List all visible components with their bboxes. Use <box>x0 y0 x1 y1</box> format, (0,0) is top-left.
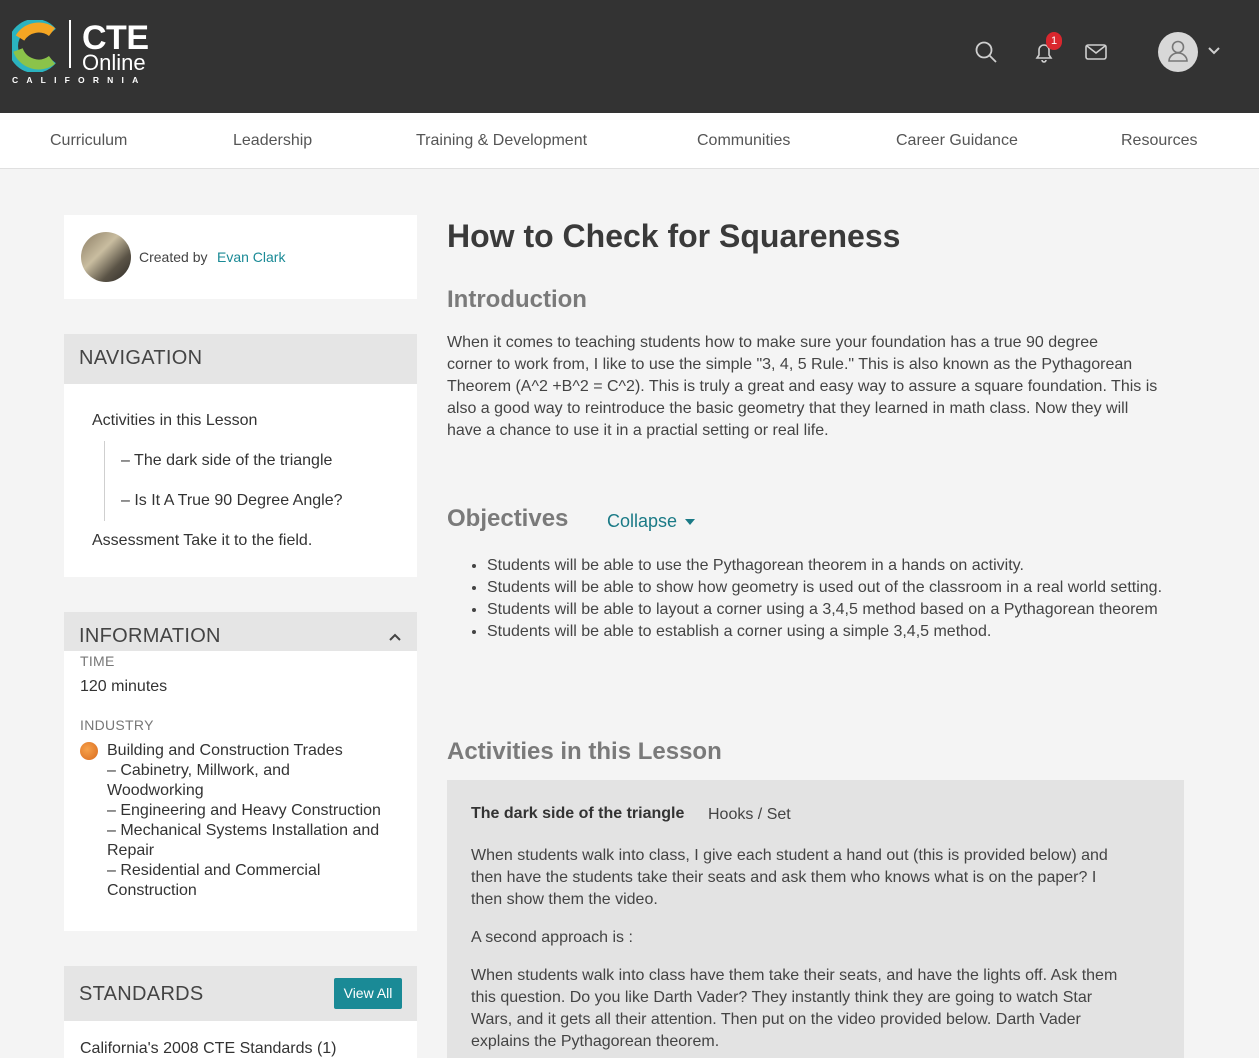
top-header <box>0 0 1259 113</box>
nav-link-activities[interactable]: Activities in this Lesson <box>92 412 258 429</box>
created-by-label: Created by <box>139 249 208 265</box>
information-title: INFORMATION <box>79 625 221 647</box>
search-icon[interactable] <box>974 40 998 64</box>
logo-c-icon <box>12 20 56 72</box>
information-card-header[interactable] <box>64 612 417 651</box>
chevron-up-icon[interactable] <box>388 632 402 642</box>
notification-badge: 1 <box>1046 32 1062 50</box>
creator-avatar[interactable] <box>81 232 131 282</box>
activity-line: then show them the video. <box>471 891 658 908</box>
industry-icon <box>80 742 98 760</box>
activity-line: When students walk into class have them take their seats, and have the lights off. Ask them <box>471 967 1118 984</box>
industry-line[interactable]: – Engineering and Heavy Construction <box>107 802 381 819</box>
collapse-toggle[interactable] <box>607 511 696 532</box>
intro-line: When it comes to teaching students how to make sure your foundation has a true 90 degree <box>447 334 1099 351</box>
activity-paragraph: A second approach is : <box>471 929 633 946</box>
logo-tagline: CALIFORNIA <box>12 75 147 85</box>
nav-link-assessment[interactable]: Assessment Take it to the field. <box>92 532 313 549</box>
mail-icon[interactable] <box>1084 40 1108 64</box>
industry-line[interactable]: Repair <box>107 842 155 859</box>
nav-subitem-rule <box>104 441 105 521</box>
nav-link-dark-side[interactable]: – The dark side of the triangle <box>121 452 333 469</box>
activity-line: this question. Do you like Darth Vader? They instantly think they are going to watch Star <box>471 989 1093 1006</box>
activity-line: then have the students take their seats and ask them who knows what is on the paper? I <box>471 869 1097 886</box>
activity-tag: Hooks / Set <box>708 806 791 823</box>
creator-name-link[interactable]: Evan Clark <box>217 249 286 265</box>
industry-line[interactable]: Woodworking <box>107 782 204 799</box>
logo-wordmark: CTE <box>82 19 149 57</box>
industry-label: INDUSTRY <box>80 717 154 733</box>
information-card <box>64 612 417 931</box>
user-icon <box>1158 32 1198 72</box>
chevron-down-icon[interactable] <box>1207 44 1221 58</box>
activity-paragraph <box>471 965 1161 1053</box>
activity-paragraph <box>471 845 1161 911</box>
intro-line: corner to work from, I like to use the simple "3, 4, 5 Rule." This is also known as the Pythagorean <box>447 356 1133 373</box>
intro-line: have a chance to use it in a practial setting or real life. <box>447 422 829 439</box>
activity-line: Wars, and it gets all their attention. Then put on the video provided below. Darth Vader <box>471 1011 1081 1028</box>
navigation-card-header <box>64 334 417 384</box>
logo-divider <box>69 20 71 68</box>
objective-item: • Students will be able to establish a corner using a simple 3,4,5 method. <box>487 621 1177 643</box>
nav-training-development[interactable]: Training & Development <box>416 132 588 149</box>
nav-career-guidance[interactable]: Career Guidance <box>896 132 1018 149</box>
industry-line[interactable]: Building and Construction Trades <box>107 742 343 759</box>
objectives-heading: Objectives <box>447 505 569 532</box>
industry-line[interactable]: – Cabinetry, Millwork, and <box>107 762 290 779</box>
main-nav <box>0 113 1259 169</box>
nav-communities[interactable]: Communities <box>697 132 791 149</box>
introduction-text <box>447 332 1187 442</box>
page-title: How to Check for Squareness <box>447 218 901 254</box>
creator-card <box>64 215 417 299</box>
standards-title: STANDARDS <box>79 983 204 1005</box>
activities-heading: Activities in this Lesson <box>447 738 722 765</box>
objectives-list <box>487 555 1177 643</box>
standards-item[interactable]: California's 2008 CTE Standards (1) <box>80 1040 337 1057</box>
cte-online-logo[interactable] <box>12 18 152 88</box>
activity-line: explains the Pythagorean theorem. <box>471 1033 720 1050</box>
user-avatar-button[interactable] <box>1158 32 1198 72</box>
standards-card <box>64 966 417 1058</box>
nav-resources[interactable]: Resources <box>1121 132 1198 149</box>
navigation-title: NAVIGATION <box>79 347 203 369</box>
activity-card <box>447 780 1184 1058</box>
intro-line: also a good way to reintroduce the basic geometry that they learned in math class. Now they will <box>447 400 1129 417</box>
collapse-label: Collapse <box>607 511 678 531</box>
view-all-button[interactable]: View All <box>334 978 402 1009</box>
navigation-card <box>64 334 417 577</box>
standards-card-header <box>64 966 417 1021</box>
logo-wordmark-online: Online <box>82 50 146 75</box>
industry-line[interactable]: – Residential and Commercial <box>107 862 321 879</box>
activity-line: When students walk into class, I give each student a hand out (this is provided below) and <box>471 847 1108 864</box>
intro-line: Theorem (A^2 +B^2 = C^2). This is truly a great and easy way to assure a square foundation. This is <box>447 378 1158 395</box>
time-label: TIME <box>80 653 115 669</box>
activity-title: The dark side of the triangle <box>471 805 685 822</box>
time-value: 120 minutes <box>80 678 168 695</box>
industry-line[interactable]: Construction <box>107 882 197 899</box>
objective-item: • Students will be able to use the Pythagorean theorem in a hands on activity. <box>487 555 1177 577</box>
nav-curriculum[interactable]: Curriculum <box>50 132 128 149</box>
objective-item: • Students will be able to show how geometry is used out of the classroom in a real world setting. <box>487 577 1177 599</box>
caret-down-icon <box>684 517 696 527</box>
introduction-heading: Introduction <box>447 286 587 313</box>
objective-item: • Students will be able to layout a corner using a 3,4,5 method based on a Pythagorean theorem <box>487 599 1177 621</box>
industry-line[interactable]: – Mechanical Systems Installation and <box>107 822 380 839</box>
nav-leadership[interactable]: Leadership <box>233 132 313 149</box>
nav-link-true-90[interactable]: – Is It A True 90 Degree Angle? <box>121 492 343 509</box>
